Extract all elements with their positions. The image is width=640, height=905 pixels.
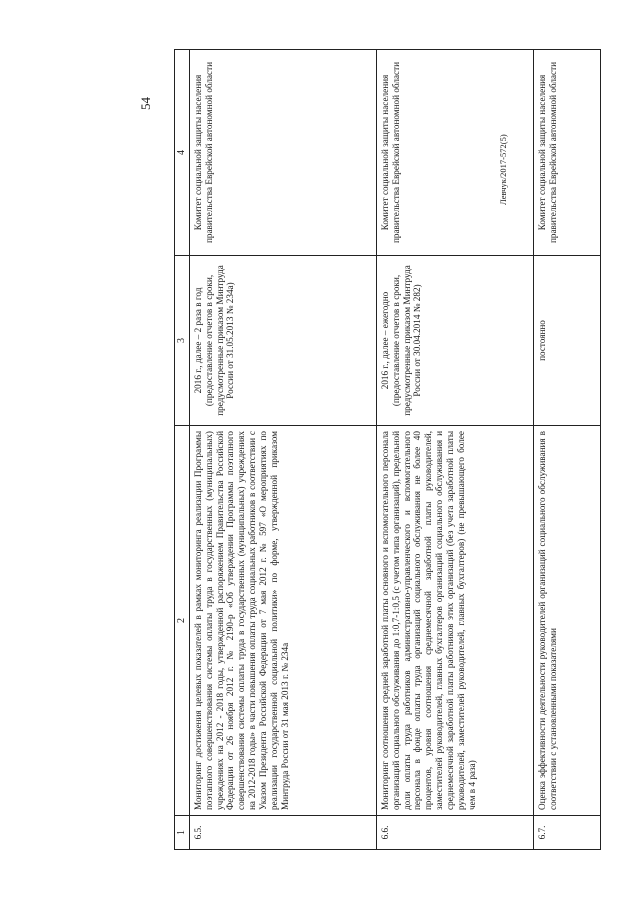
footer-mark: Левчук/2017-572(5) xyxy=(498,134,508,205)
row-term: 2016 г., далее – 2 раза в год (предоставление отчетов в сроки, предусмотренные приказом Минтруда России от 31.05.2013 № 234а) xyxy=(189,256,376,426)
row-executor: Комитет социальной защиты населения правительства Еврейской автономной области xyxy=(189,50,376,256)
measures-table xyxy=(174,49,601,850)
table-row xyxy=(376,50,533,850)
row-term: 2016 г., далее – ежегодно (предоставление отчетов в сроки, предусмотренные приказом Минтруда России от 30.04.2014 № 282) xyxy=(376,256,533,426)
page-number: 54 xyxy=(138,97,153,110)
column-header: 3 xyxy=(175,256,190,426)
row-description: Оценка эффективности деятельности руководителей организаций социального обслуживания в соответствии с установленными показателями xyxy=(533,426,600,816)
row-description: Мониторинг достижения целевых показателей в рамках мониторинга реализации Программы поэтапного совершенствования системы оплаты труда в государственных (муниципальных) учреждениях на 2012 - 2018 годы, утвержденной распоряжением Правительства Российской Федерации от 26 ноября 2012 г. № 2190-р «Об утверждении Программы поэтапного совершенствования системы оплаты труда в государственных (муниципальных) учреждениях на 2012-2018 годы» в части повышения оплаты труда социальных работников в соответствии с Указом Президента Российской Федерации от 7 мая 2012 г. № 597 «О мероприятиях по реализации государственной социальной политики» по форме, утвержденной приказом Минтруда России от 31 мая 2013 г. № 234а xyxy=(189,426,376,816)
table-row xyxy=(533,50,600,850)
column-header: 2 xyxy=(175,426,190,816)
document-page xyxy=(120,50,558,850)
row-description: Мониторинг соотношения средней заработной платы основного и вспомогательного персонала организаций социального обслуживания до 1:0,7-1:0,5 (с учетом типа организаций), предельной доли оплаты труда работников административно-управленческого и вспомогательного персонала в фонде оплаты труда организаций социального обслуживания не более 40 процентов, уровня соотношения среднемесячной заработной платы руководителей, заместителей руководителей, главных бухгалтеров организаций социального обслуживания и среднемесячной заработной платы работников этих организаций (без учета заработной платы руководителей, заместителей руководителей, главных бухгалтеров) (не превышающего более чем в 4 раза) xyxy=(376,426,533,816)
table-header-row xyxy=(175,50,190,850)
row-executor: Комитет социальной защиты населения правительства Еврейской автономной области xyxy=(533,50,600,256)
column-header: 4 xyxy=(175,50,190,256)
row-number: 6.5. xyxy=(189,816,376,850)
row-number: 6.6. xyxy=(376,816,533,850)
column-header: 1 xyxy=(175,816,190,850)
table-row xyxy=(189,50,376,850)
row-term: постоянно xyxy=(533,256,600,426)
row-executor: Комитет социальной защиты населения правительства Еврейской автономной области xyxy=(376,50,533,256)
row-number: 6.7. xyxy=(533,816,600,850)
